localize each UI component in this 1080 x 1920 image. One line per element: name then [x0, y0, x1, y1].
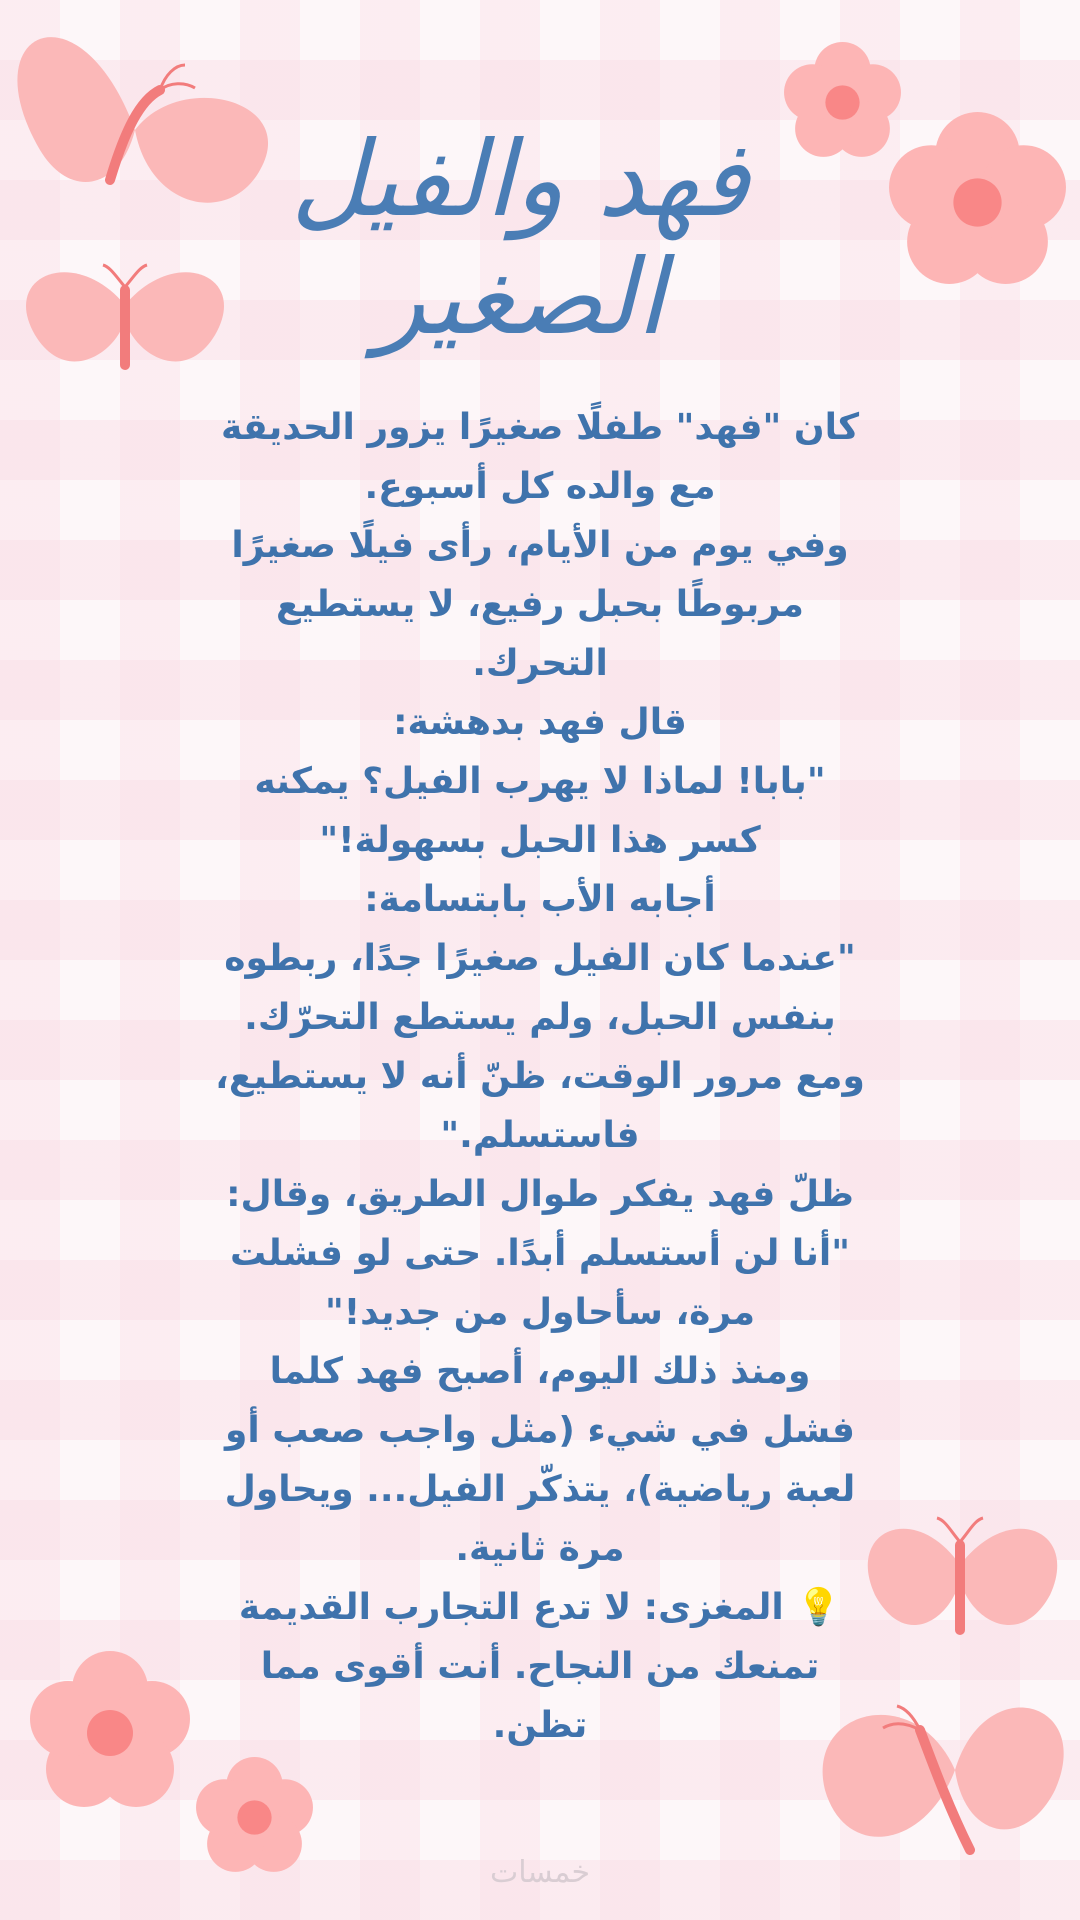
moral-line: 💡 المغزى: لا تدع التجارب القديمة [238, 1587, 842, 1628]
story-body [200, 398, 880, 1755]
story-line: أجابه الأب بابتسامة: [364, 879, 716, 920]
story-line: التحرك. [472, 643, 608, 684]
story-line: كان "فهد" طفلًا صغيرًا يزور الحديقة [220, 407, 860, 448]
title-line-2: الصغير [375, 236, 665, 358]
story-line: كسر هذا الحبل بسهولة!" [319, 820, 761, 861]
title-line-1: فهد والفيل [290, 118, 750, 240]
butterfly-icon [855, 1490, 1070, 1660]
story-line: ومع مرور الوقت، ظنّ أنه لا يستطيع، [215, 1056, 865, 1097]
flower-icon [25, 1648, 195, 1818]
flower-icon [192, 1755, 317, 1880]
story-title [200, 120, 840, 356]
story-line: لعبة رياضية)، يتذكّر الفيل... ويحاول [224, 1469, 856, 1510]
story-line: مرة، سأحاول من جديد!" [324, 1292, 756, 1333]
story-line: مربوطًا بحبل رفيع، لا يستطيع [276, 584, 804, 625]
story-line: "بابا! لماذا لا يهرب الفيل؟ يمكنه [254, 761, 826, 802]
story-line: فاستسلم." [440, 1115, 640, 1156]
moral-line: تظن. [492, 1705, 588, 1746]
story-line: ظلّ فهد يفكر طوال الطريق، وقال: [226, 1174, 854, 1215]
story-line: مع والده كل أسبوع. [364, 466, 716, 507]
story-line: وفي يوم من الأيام، رأى فيلًا صغيرًا [231, 525, 849, 566]
story-line: مرة ثانية. [455, 1528, 625, 1569]
story-line: ومنذ ذلك اليوم، أصبح فهد كلما [269, 1351, 811, 1392]
story-line: "عندما كان الفيل صغيرًا جدًا، ربطوه [224, 938, 856, 979]
moral-line: تمنعك من النجاح. أنت أقوى مما [260, 1646, 820, 1687]
watermark: خمسات [489, 1855, 591, 1890]
story-line: "أنا لن أستسلم أبدًا. حتى لو فشلت [229, 1233, 851, 1274]
story-line: قال فهد بدهشة: [393, 702, 687, 743]
flower-icon [885, 110, 1070, 295]
story-line: بنفس الحبل، ولم يستطع التحرّك. [244, 997, 836, 1038]
story-line: فشل في شيء (مثل واجب صعب أو [224, 1410, 856, 1451]
